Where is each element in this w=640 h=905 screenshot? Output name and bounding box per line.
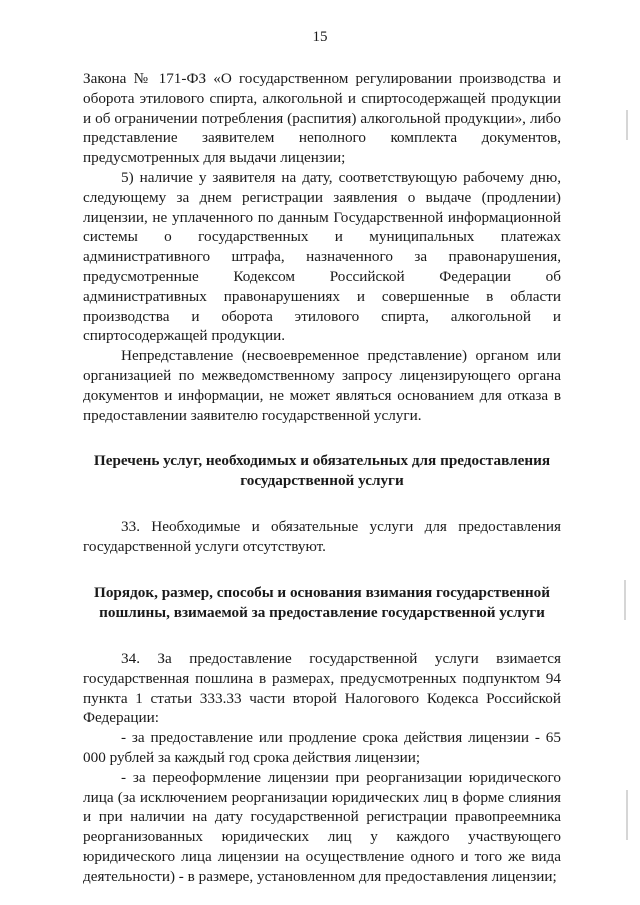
scan-artifact	[624, 580, 626, 620]
paragraph-law-reference: Закона № 171-ФЗ «О государственном регулировании производства и оборота этилового спирта, алкогольной и спиртосодержащей продукции и об ограничении потребления (распития) алкогольной продукции», либо представление заявителем неполного комплекта документов, предусмотренных для выдачи лицензии;	[83, 70, 561, 167]
paragraph-33: 33. Необходимые и обязательные услуги для предоставления государственной услуги отсутствуют.	[83, 518, 561, 556]
spacer	[83, 425, 561, 451]
page-number: 15	[312, 29, 328, 45]
bullet-item-fee-grant: - за предоставление или продление срока действия лицензии - 65 000 рублей за каждый год срока действия лицензии;	[83, 729, 561, 766]
spacer	[83, 557, 561, 583]
scan-artifact	[626, 790, 628, 840]
section-heading-services: Перечень услуг, необходимых и обязательных для предоставления государственной услуги	[93, 452, 551, 490]
bullet-item-fee-reissue: - за переоформление лицензии при реорганизации юридического лица (за исключением реорганизации юридических лиц в форме слияния и при наличии на дату государственной регистрации правопреемника реорганизованных юридических лиц у каждого участвующего юридического лица лицензии на осуществление одного и того же вида деятельности) - в размере, установленном для предоставления лицензии;	[83, 768, 561, 885]
paragraph-non-submission: Непредставление (несвоевременное представление) органом или организацией по межведомственному запросу лицензирующего органа документов и информации, не может являться основанием для отказа в предоставлении заявителю государственной услуги.	[83, 347, 561, 424]
paragraph-item-5: 5) наличие у заявителя на дату, соответствующую рабочему дню, следующему за днем регистрации заявления о выдаче (продлении) лицензии, не уплаченного по данным Государственной информационной системы о государственных и муниципальных платежах административного штрафа, назначенного за правонарушения, предусмотренные Кодексом Российской Федерации об административных правонарушениях и совершенные в области производства и оборота этилового спирта, алкогольной и спиртосодержащей продукции.	[83, 168, 561, 345]
document-body	[83, 69, 561, 887]
paragraph-34: 34. За предоставление государственной услуги взимается государственная пошлина в размерах, предусмотренных подпунктом 94 пункта 1 статьи 333.33 части второй Налогового Кодекса Российской Федерации:	[83, 649, 561, 727]
section-heading-fee: Порядок, размер, способы и основания взимания государственной пошлины, взимаемой за предоставление государственной услуги	[94, 583, 550, 621]
spacer	[83, 491, 561, 517]
scan-artifact	[626, 110, 628, 140]
spacer	[83, 623, 561, 649]
